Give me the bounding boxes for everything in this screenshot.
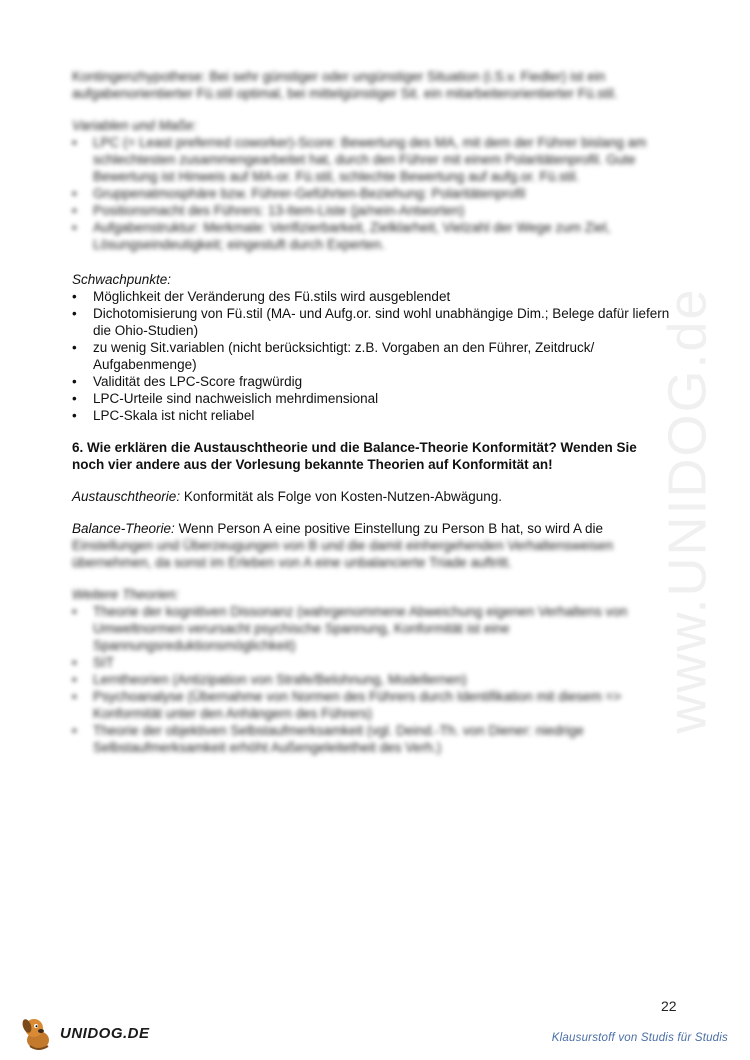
page-number: 22 bbox=[661, 998, 677, 1014]
list-item: • SIT bbox=[72, 654, 672, 671]
variables-list bbox=[72, 134, 672, 253]
list-item: • Möglichkeit der Veränderung des Fü.stils wird ausgeblendet bbox=[72, 288, 672, 305]
list-item: • Gruppenatmosphäre bzw. Führer-Geführten-Beziehung: Polaritätenprofil bbox=[72, 185, 672, 202]
document-page bbox=[72, 68, 672, 756]
blurred-section-top bbox=[72, 68, 672, 253]
list-item: • Aufgabenstruktur: Merkmale: Verifizierbarkeit, Zielklarheit, Vielzahl der Wege zum Ziel, Lösungseindeutigkeit; eingestuft durch Experten. bbox=[72, 219, 672, 253]
weaknesses-list bbox=[72, 288, 672, 424]
further-theories-heading: Weitere Theorien: bbox=[72, 587, 180, 602]
balance-theory-paragraph bbox=[72, 520, 672, 537]
further-theories-list bbox=[72, 603, 672, 756]
blurred-section-bottom bbox=[72, 537, 672, 756]
list-item: • LPC-Skala ist nicht reliabel bbox=[72, 407, 672, 424]
exchange-theory-term: Austauschtheorie: bbox=[72, 489, 181, 504]
balance-theory-term: Balance-Theorie: bbox=[72, 521, 175, 536]
contingency-hypothesis: Kontingenzhypothese: Bei sehr günstiger oder ungünstiger Situation (i.S.v. Fiedler) ist ein aufgabenorientierter Fü.stil optimal, bei mittelgünstiger Sit. ein mitarbeiterorientierter Fü.stil. bbox=[72, 69, 618, 101]
exchange-theory-text: Konformität als Folge von Kosten-Nutzen-Abwägung. bbox=[180, 489, 503, 504]
logo-text: UNIDOG.DE bbox=[60, 1024, 150, 1042]
list-item: • Theorie der kognitiven Dissonanz (wahrgenommene Abweichung eigenen Verhaltens von Umweltnormen verursacht psychische Spannung, Konformität ist eine Spannungsreduktionsmöglichkeit) bbox=[72, 603, 672, 654]
list-item: • Validität des LPC-Score fragwürdig bbox=[72, 373, 672, 390]
list-item: • Psychoanalyse (Übernahme von Normen des Führers durch Identifikation mit diesem => Konformität unter den Anhängern des Führers) bbox=[72, 688, 672, 722]
question-heading: 6. Wie erklären die Austauschtheorie und die Balance-Theorie Konformität? Wenden Sie noch vier andere aus der Vorlesung bekannte Theorien auf Konformität an! bbox=[72, 440, 637, 472]
list-item: • LPC-Urteile sind nachweislich mehrdimensional bbox=[72, 390, 672, 407]
dog-mascot-icon bbox=[18, 1013, 58, 1053]
weaknesses-heading: Schwachpunkte: bbox=[72, 272, 172, 287]
variables-heading: Variablen und Maße: bbox=[72, 118, 197, 133]
balance-theory-text: Wenn Person A eine positive Einstellung zu Person B hat, so wird A die bbox=[174, 521, 604, 536]
list-item: • Theorie der objektiven Selbstaufmerksamkeit (vgl. Deind.-Th. von Diener: niedrige Selbstaufmerksamkeit erhöht Außengeleitetheit des Verh.) bbox=[72, 722, 672, 756]
exchange-theory-paragraph bbox=[72, 488, 672, 505]
list-item: • zu wenig Sit.variablen (nicht berücksichtigt: z.B. Vorgaben an den Führer, Zeitdruck/ Aufgabenmenge) bbox=[72, 339, 672, 373]
watermark-text: www.UNIDOG.de bbox=[657, 286, 718, 734]
list-item: • Dichotomisierung von Fü.stil (MA- und Aufg.or. sind wohl unabhängige Dim.; Belege dafür liefern die Ohio-Studien) bbox=[72, 305, 672, 339]
unidog-logo bbox=[18, 1013, 150, 1053]
list-item: • LPC (= Least preferred coworker)-Score: Bewertung des MA, mit dem der Führer bislang am schlechtesten zusammengearbeitet hat, durch den Führer mit einem Polaritätenprofil. Gute Bewertung ist Hinweis auf MA-or. Fü.stil, schlechte Bewertung auf aufg.or. Fü.stil. bbox=[72, 134, 672, 185]
list-item: • Positionsmacht des Führers: 13-Item-Liste (ja/nein-Antworten) bbox=[72, 202, 672, 219]
balance-theory-continuation: Einstellungen und Überzeugungen von B und die damit einhergehenden Verhaltensweisen übernehmen, da sonst im Erleben von A eine unbalancierte Triade auftritt. bbox=[72, 538, 614, 570]
list-item: • Lerntheorien (Antizipation von Strafe/Belohnung, Modellernen) bbox=[72, 671, 672, 688]
footer-tagline: Klausurstoff von Studis für Studis bbox=[551, 1032, 728, 1044]
